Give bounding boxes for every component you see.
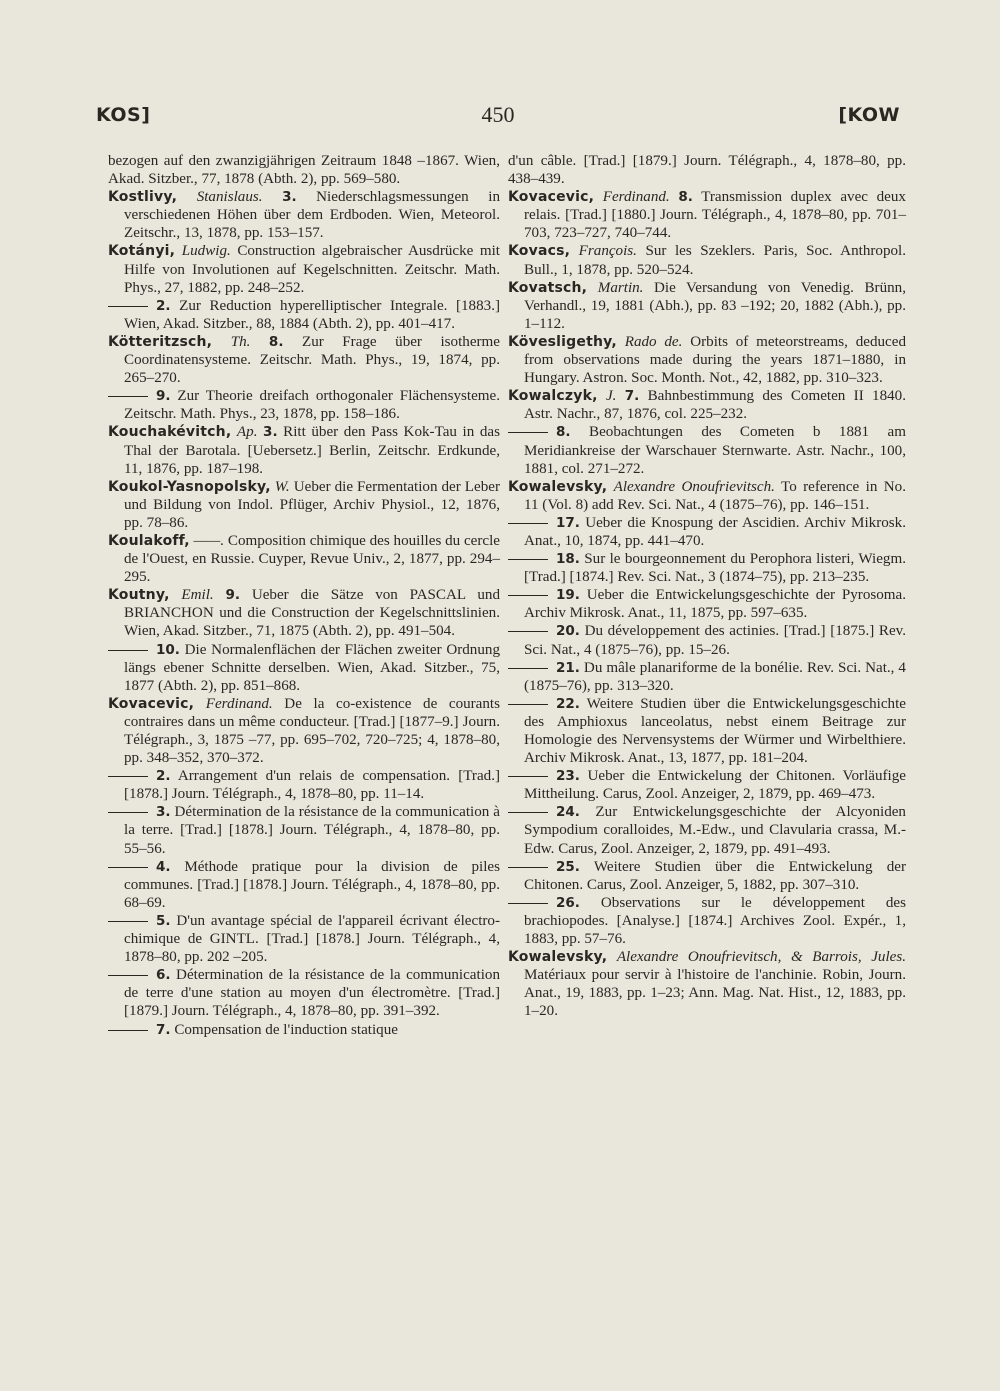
entry-number: 8. [556,424,571,441]
entry-text: Zur Frage über isotherme Coordinatensysteme. Zeitschr. Math. Phys., 19, 1874, pp. 265–270. [124,333,500,387]
entry-given-name: Rado de. [624,333,683,350]
bibliography-entry [508,478,906,514]
bibliography-entry [108,478,500,532]
entry-number: 2. [156,768,171,785]
entry-number: 8. [268,333,284,350]
entry-given-name: Ferdinand. [602,189,670,206]
bibliography-entry [108,297,500,333]
bibliography-entry [508,695,906,767]
entry-number: 8. [678,189,693,206]
ditto-dash [108,650,148,651]
ditto-dash [508,812,548,813]
entry-text: Bahnbestimmung des Cometen II 1840. Astr. Nachr., 87, 1876, col. 225–232. [524,388,906,423]
entry-text: Matériaux pour servir à l'histoire de l'anchinie. Robin, Journ. Anat., 19, 1883, pp. 1–23; Ann. Mag. Nat. Hist., 12, 1883, pp. 1–20. [524,967,906,1020]
ditto-dash [508,903,548,904]
entry-number: 7. [156,1021,171,1038]
entry-text: Ueber die Knospung der Ascidien. Archiv Mikrosk. Anat., 10, 1874, pp. 441–470. [524,514,906,549]
bibliography-entry [508,279,906,333]
entry-number: 17. [556,514,580,531]
bibliography-entry [108,858,500,912]
bibliography-entry [508,387,906,423]
bibliography-entry [508,514,906,550]
entry-number: 23. [556,768,580,785]
entry-text: Méthode pratique pour la division de piles communes. [Trad.] [1878.] Journ. Télégraph., 4, 1878–80, pp. 68–69. [124,858,501,911]
ditto-dash [108,975,148,976]
bibliography-entry [508,803,906,857]
ditto-dash [508,867,548,868]
bibliography-entry [508,767,906,803]
entry-author: Kötteritzsch, [108,333,213,350]
entry-text: Construction algebraischer Ausdrücke mit Hilfe von Involutionen auf Kegelschnitten. Zeitschr. Math. Phys., 27, 1882, pp. 248–252. [124,243,500,296]
entry-number: 7. [624,388,640,405]
entry-text: Ueber die Sätze von PASCAL und BRIANCHON und die Construction der Kegelschnittslinien. Wien, Akad. Sitzber., 71, 1875 (Abth. 2), pp. 491–504. [124,587,500,640]
entry-number: 9. [156,388,171,405]
header-left-label: KOS] [96,104,151,126]
entry-number: 2. [156,297,171,314]
ditto-dash [508,432,548,433]
bibliography-entry [108,695,500,767]
entry-text: Ritt über den Pass Kok-Tau in das Thal der Barotala. [Uebersetz.] Berlin, Zeitschr. Erdkunde, 11, 1876, pp. 187–198. [124,424,500,477]
page-number: 450 [481,102,515,127]
entry-author: Kowalevsky, [508,949,608,966]
entry-given-name: J. [605,388,617,405]
entry-text: De la co-existence de courants contraires dans un même conducteur. [Trad.] [1877–9.] Journ. Télégraph., 3, 1875 –77, pp. 695–702, 720–725; 4, 1878–80, pp. 348–352, 370–372. [124,695,500,767]
entry-text: Composition chimique des houilles du cercle de l'Ouest, en Russie. Cuyper, Revue Univ., 2, 1877, pp. 294–295. [124,532,500,586]
bibliography-entry [108,912,500,966]
entry-text: Die Versandung von Venedig. Brünn, Verhandl., 19, 1881 (Abh.), pp. 83 –192; 20, 1882 (Abh.), pp. 1–112. [524,279,906,332]
entry-number: 19. [556,587,580,604]
bibliography-entry [108,767,500,803]
right-column [508,152,906,1021]
ditto-dash [108,921,148,922]
entry-text: Sur les Szeklers. Paris, Soc. Anthropol. Bull., 1, 1878, pp. 520–524. [524,243,907,278]
entry-text: d'un câble. [Trad.] [1879.] Journ. Télégraph., 4, 1878–80, pp. 438–439. [508,153,906,188]
entry-number: 3. [282,189,297,206]
bibliography-entry [108,387,500,423]
entry-author: Kostlivy, [108,189,178,206]
bibliography-entry [108,188,500,242]
entry-given-name: Alexandre Onoufrievitsch. [613,478,775,495]
entry-text: To reference in No. 11 (Vol. 8) add Rev. Sci. Nat., 4 (1875–76), pp. 146–151. [524,478,906,513]
ditto-dash [108,812,148,813]
entry-given-name: Martin. [597,279,644,296]
entry-given-name: W. [274,478,290,495]
bibliography-entry [108,1021,500,1039]
ditto-dash [108,1030,148,1031]
entry-number: 9. [225,587,241,604]
entry-number: 10. [156,641,180,658]
entry-author: Kowalevsky, [508,478,608,495]
entry-author: Kouchakévitch, [108,424,232,441]
entry-given-name: Ap. [236,424,258,441]
entry-text: Sur le bourgeonnement du Perophora listeri, Wiegm. [Trad.] [1874.] Rev. Sci. Nat., 3 (1874–75), pp. 213–235. [524,551,906,586]
entry-number: 20. [556,623,580,640]
running-header [96,104,900,136]
entry-text: Du mâle planariforme de la bonélie. Rev. Sci. Nat., 4 (1875–76), pp. 313–320. [524,659,906,694]
entry-number: 4. [156,858,171,875]
bibliography-entry [108,333,500,387]
entry-number: 6. [156,967,171,984]
continued-entry [508,152,906,188]
bibliography-entry [508,188,906,242]
entry-author: Kovatsch, [508,279,588,296]
entry-author: Kovacevic, [108,695,195,712]
entry-author: Kovacs, [508,243,571,260]
entry-text: Weitere Studien über die Entwickelung der Chitonen. Carus, Zool. Anzeiger, 5, 1882, pp. 307–310. [524,858,906,893]
bibliography-entry [508,550,906,586]
continued-entry [108,152,500,188]
entry-given-name: Th. [230,333,251,350]
bibliography-entry [108,242,500,296]
ditto-dash [108,867,148,868]
entry-text: Zur Theorie dreifach orthogonaler Flächensysteme. Zeitschr. Math. Phys., 23, 1878, pp. 158–186. [124,388,500,423]
entry-given-name: François. [578,243,637,260]
ditto-dash [108,776,148,777]
entry-text: Détermination de la résistance de la communication à la terre. [Trad.] [1878.] Journ. Télégraph., 4, 1878–80, pp. 55–56. [124,804,500,857]
left-column [108,152,500,1039]
ditto-dash [508,776,548,777]
entry-given-name: Alexandre Onoufrievitsch, & Barrois, Jules. [616,949,906,966]
bibliography-entry [508,423,906,477]
bibliography-entry [108,966,500,1020]
bibliography-entry [508,242,906,278]
bibliography-entry [508,894,906,948]
entry-text: Détermination de la résistance de la communication de terre d'une station au moyen d'un électromètre. [Trad.] [1879.] Journ. Télégraph., 4, 1878–80, pp. 391–392. [124,967,500,1020]
bibliography-entry [508,948,906,1020]
entry-text: Arrangement d'un relais de compensation. [Trad.] [1878.] Journ. Télégraph., 4, 1878–80, pp. 11–14. [124,768,500,803]
ditto-dash [508,631,548,632]
bibliography-entry [508,858,906,894]
entry-text: Transmission duplex avec deux relais. [Trad.] [1880.] Journ. Télégraph., 4, 1878–80, pp. 701–703, 723–727, 740–744. [524,189,906,242]
entry-number: 21. [556,659,580,676]
entry-author: Koutny, [108,587,170,604]
bibliography-entry [108,423,500,477]
entry-text: Ueber die Fermentation der Leber und Bildung von Indol. Pflüger, Archiv Physiol., 12, 1876, pp. 78–86. [124,478,500,531]
ditto-dash [108,396,148,397]
entry-text: Zur Reduction hyperelliptischer Integrale. [1883.] Wien, Akad. Sitzber., 88, 1884 (Abth. 2), pp. 401–417. [124,297,500,332]
bibliography-entry [508,622,906,658]
ditto-dash [508,523,548,524]
bibliography-entry [508,586,906,622]
entry-text: Ueber die Entwickelungsgeschichte der Pyrosoma. Archiv Mikrosk. Anat., 11, 1875, pp. 597–635. [524,587,907,622]
entry-text: D'un avantage spécial de l'appareil écrivant électro-chimique de GINTL. [Trad.] [1878.] Journ. Télégraph., 4, 1878–80, pp. 202 –205. [124,912,500,966]
entry-number: 3. [156,804,171,821]
ditto-dash [508,595,548,596]
entry-text: Observations sur le développement des brachiopodes. [Analyse.] [1874.] Archives Zool. Expér., 1, 1883, pp. 57–76. [524,894,906,948]
entry-text: Beobachtungen des Cometen b 1881 am Meridiankreise der Warschauer Sternwarte. Astr. Nachr., 100, 1881, col. 271–272. [524,424,906,477]
entry-given-name: Stanislaus. [196,189,263,206]
entry-number: 18. [556,551,580,568]
bibliography-entry [108,641,500,695]
entry-author: Koukol-Yasnopolsky, [108,478,271,495]
ditto-dash [508,668,548,669]
entry-text: Weitere Studien über die Entwickelungsgeschichte des Amphioxus lanceolatus, nebst einem Beitrage zur Homologie des Nervensystems der Würmer und Wirbelthiere. Archiv Mikrosk. Anat., 13, 1877, pp. 181–204. [524,695,906,767]
entry-author: Kowalczyk, [508,388,598,405]
bibliography-entry [108,586,500,640]
entry-number: 3. [263,424,278,441]
entry-number: 22. [556,695,580,712]
entry-text: Compensation de l'induction statique [174,1021,398,1038]
ditto-dash [108,306,148,307]
entry-given-name: ——. [193,532,225,549]
bibliography-entry [508,333,906,387]
entry-given-name: Ludwig. [181,243,231,260]
entry-text: Die Normalenflächen der Flächen zweiter Ordnung längs ebener Schnitte derselben. Wien, Akad. Sitzber., 75, 1877 (Abth. 2), pp. 851–868. [124,641,500,694]
entry-text: Orbits of meteorstreams, deduced from observations made during the years 1871–1880, in Hungary. Astron. Soc. Month. Not., 42, 1882, pp. 310–323. [524,333,907,387]
entry-number: 24. [556,804,580,821]
entry-text: bezogen auf den zwanzigjährigen Zeitraum 1848 –1867. Wien, Akad. Sitzber., 77, 1878 (Abth. 2), pp. 569–580. [108,153,500,188]
entry-author: Kotányi, [108,243,176,260]
entry-author: Kövesligethy, [508,333,617,350]
entry-author: Kovacevic, [508,189,595,206]
entry-number: 26. [556,894,580,911]
entry-text: Niederschlagsmessungen in verschiedenen Höhen über dem Erdboden. Wien, Meteorol. Zeitschr., 13, 1878, pp. 153–157. [124,189,501,242]
entry-given-name: Emil. [181,587,214,604]
entry-text: Ueber die Entwickelung der Chitonen. Vorläufige Mittheilung. Carus, Zool. Anzeiger, 2, 1879, pp. 469–473. [524,768,906,803]
entry-given-name: Ferdinand. [205,695,273,712]
bibliography-entry [108,803,500,857]
bibliography-entry [108,532,500,586]
entry-text: Du développement des actinies. [Trad.] [1875.] Rev. Sci. Nat., 4 (1875–76), pp. 15–26. [524,623,906,658]
entry-text: Zur Entwickelungsgeschichte der Alcyoniden Sympodium coralloides, M.-Edw., und Clavularia crassa, M.-Edw. Carus, Zool. Anzeiger, 2, 1879, pp. 491–493. [524,804,906,857]
ditto-dash [508,704,548,705]
entry-number: 25. [556,858,580,875]
entry-author: Koulakoff, [108,532,190,549]
ditto-dash [508,559,548,560]
bibliography-entry [508,659,906,695]
entry-number: 5. [156,912,171,929]
header-right-label: [KOW [838,104,900,126]
